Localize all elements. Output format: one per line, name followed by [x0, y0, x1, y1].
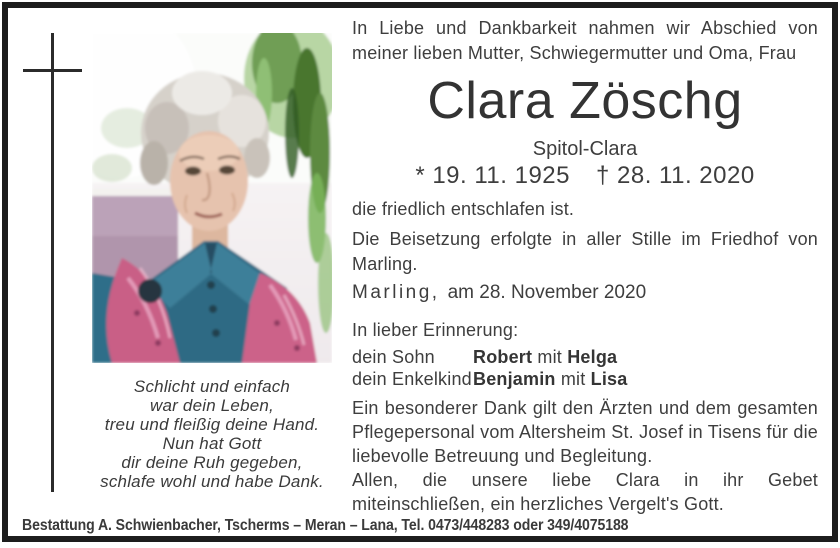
place-dateline [352, 281, 818, 305]
intro-text: In Liebe und Dankbarkeit nahmen wir Abschied von meiner lieben Mutter, Schwiegermutter und Oma, Frau [352, 18, 818, 63]
memorial-verse [72, 377, 352, 491]
verse-line: Nun hat Gott [162, 434, 262, 453]
relative-name: Lisa [590, 369, 628, 389]
verse-line: schlafe wohl und habe Dank. [100, 472, 324, 491]
funeral-home-footer [22, 517, 822, 535]
remembrance-entry-grandchild [352, 368, 818, 390]
relative-name: Helga [567, 347, 618, 367]
deceased-nickname: Spitol-Clara [532, 138, 638, 160]
cross-horizontal-bar [23, 69, 82, 72]
dateline-date: am 28. November 2020 [447, 282, 647, 303]
death-date: † 28. 11. 2020 [596, 162, 755, 189]
deceased-name: Clara Zöschg [427, 72, 743, 130]
passed-text: die friedlich entschlafen ist. [352, 199, 575, 219]
relative-name: Robert [473, 347, 533, 367]
birth-date: * 19. 11. 1925 [415, 162, 570, 189]
funeral-home-text: Bestattung A. Schwienbacher, Tscherms – Meran – Lana, Tel. 0473/448283 oder 349/4075188 [22, 517, 629, 534]
connector-text: mit [537, 347, 563, 367]
portrait-photo [92, 33, 332, 363]
relation-label: dein Sohn [352, 347, 435, 367]
verse-line: treu und fleißig deine Hand. [104, 415, 320, 434]
relation-label: dein Enkelkind [352, 369, 472, 389]
remembrance-entry-son [352, 346, 818, 368]
thanks-text: Ein besonderer Dank gilt den Ärzten und dem gesamten Pflegepersonal vom Altersheim St. Josef in Tisens für die liebevolle Betreuung und Begleitung. [352, 398, 818, 466]
connector-text: mit [560, 369, 586, 389]
relative-name: Benjamin [473, 369, 556, 389]
life-dates [352, 162, 818, 189]
cross-vertical-bar [51, 33, 54, 492]
verse-line: war dein Leben, [150, 396, 274, 415]
verse-line: Schlicht und einfach [133, 377, 291, 396]
dateline-place: Marling, [352, 282, 440, 303]
prayer-text: Allen, die unsere liebe Clara in ihr Gebet miteinschließen, ein herzliches Vergelt's Gott. [352, 470, 818, 514]
burial-text: Die Beisetzung erfolgte in aller Stille im Friedhof von Marling. [352, 229, 818, 274]
verse-line: dir deine Ruh gegeben, [121, 453, 303, 472]
remembrance-heading: In lieber Erinnerung: [352, 320, 519, 340]
